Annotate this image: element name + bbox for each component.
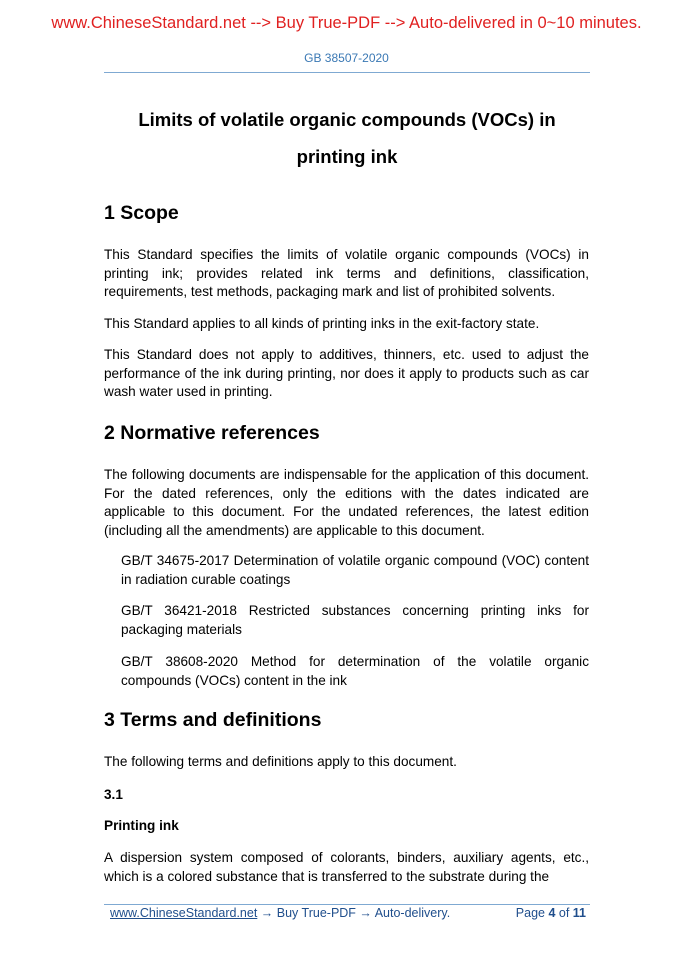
header-divider [104,72,590,73]
normative-reference-item: GB/T 38608-2020 Method for determination of the volatile organic compounds (VOCs) content in the ink [121,654,589,688]
scope-paragraph: This Standard does not apply to additives, thinners, etc. used to adjust the performance of the ink during printing, nor does it apply to products such as car wash water used in printing. [104,347,589,399]
term-number: 3.1 [104,787,123,802]
normative-reference-item: GB/T 36421-2018 Restricted substances concerning printing inks for packaging materials [121,603,589,637]
page-label: Page [515,906,549,920]
normative-intro-paragraph: The following documents are indispensable for the application of this document. For the dated references, only the editions with the dates indicated are applicable to this document. For the undated references, the latest edition (including all the amendments) are applicable to this document. [104,467,589,538]
page-of-label: of [555,906,573,920]
top-banner[interactable]: www.ChineseStandard.net --> Buy True-PDF --> Auto-delivered in 0~10 minutes. [51,14,642,32]
footer-buy-text: → Buy True-PDF → Auto-delivery. [257,906,451,920]
section-heading-terms: 3 Terms and definitions [104,709,322,731]
footer-links [110,906,450,920]
current-page-number: 4 [548,906,556,920]
section-heading-normative-references: 2 Normative references [104,422,320,444]
terms-intro-paragraph: The following terms and definitions apply to this document. [104,754,457,769]
page-indicator [516,906,586,920]
footer-site-link[interactable]: www.ChineseStandard.net [110,906,258,920]
total-page-number: 11 [572,906,586,920]
document-title: Limits of volatile organic compounds (VOCs) in printing ink [138,109,556,167]
footer-divider [104,904,590,905]
scope-paragraph: This Standard applies to all kinds of printing inks in the exit-factory state. [104,316,540,331]
term-definition: A dispersion system composed of colorants, binders, auxiliary agents, etc., which is a colored substance that is transferred to the substrate during the [104,850,589,884]
scope-paragraph: This Standard specifies the limits of volatile organic compounds (VOCs) in printing ink; provides related ink terms and definitions, classification, requirements, test methods, packaging mark and list of prohibited solvents. [104,247,589,299]
document-number: GB 38507-2020 [304,51,389,65]
page-footer [110,906,586,924]
section-heading-scope: 1 Scope [104,202,179,224]
term-title: Printing ink [104,818,179,833]
normative-reference-item: GB/T 34675-2017 Determination of volatile organic compound (VOC) content in radiation curable coatings [121,553,589,587]
